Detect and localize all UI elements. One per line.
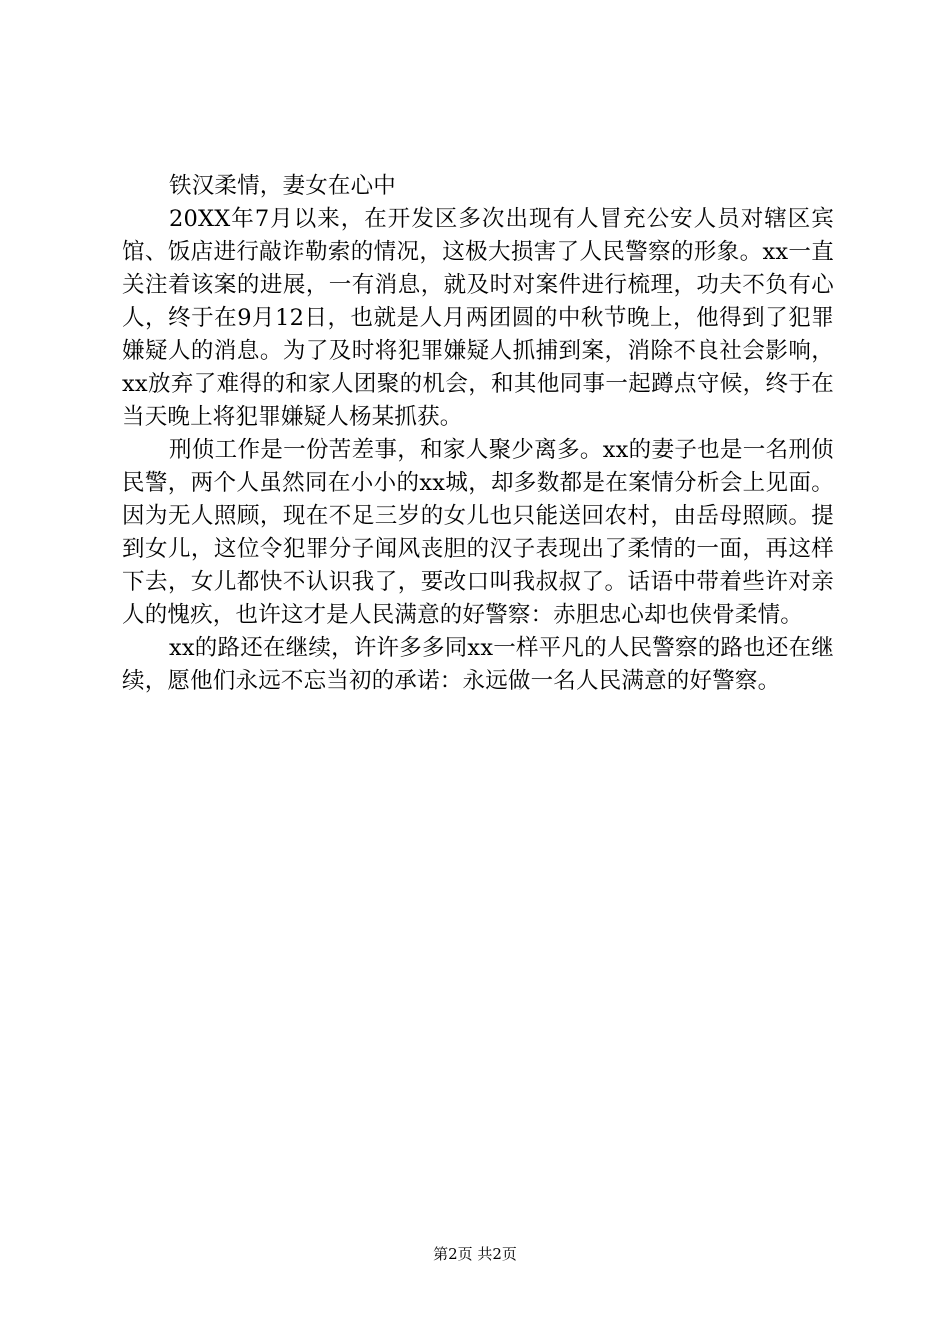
- paragraph-2: 刑侦工作是一份苦差事，和家人聚少离多。xx的妻子也是一名刑侦民警，两个人虽然同在小小的xx城，却多数都是在案情分析会上见面。因为无人照顾，现在不足三岁的女儿也只能送回农村，由岳母照顾。提到女儿，这位令犯罪分子闻风丧胆的汉子表现出了柔情的一面，再这样下去，女儿都快不认识我了，要改口叫我叔叔了。话语中带着些许对亲人的愧疚，也许这才是人民满意的好警察：赤胆忠心却也侠骨柔情。: [122, 437, 834, 628]
- document-body: [122, 170, 834, 698]
- page-footer: 第2页 共2页: [433, 1245, 517, 1263]
- document-title: 铁汉柔情，妻女在心中: [169, 173, 397, 199]
- paragraph-1: 20XX年7月以来，在开发区多次出现有人冒充公安人员对辖区宾馆、饭店进行敲诈勒索的情况，这极大损害了人民警察的形象。xx一直关注着该案的进展，一有消息，就及时对案件进行梳理，功夫不负有心人，终于在9月12日，也就是人月两团圆的中秋节晚上，他得到了犯罪嫌疑人的消息。为了及时将犯罪嫌疑人抓捕到案，消除不良社会影响，xx放弃了难得的和家人团聚的机会，和其他同事一起蹲点守候，终于在当天晚上将犯罪嫌疑人杨某抓获。: [122, 206, 834, 430]
- paragraph-3: xx的路还在继续，许许多多同xx一样平凡的人民警察的路也还在继续，愿他们永远不忘当初的承诺：永远做一名人民满意的好警察。: [122, 635, 834, 694]
